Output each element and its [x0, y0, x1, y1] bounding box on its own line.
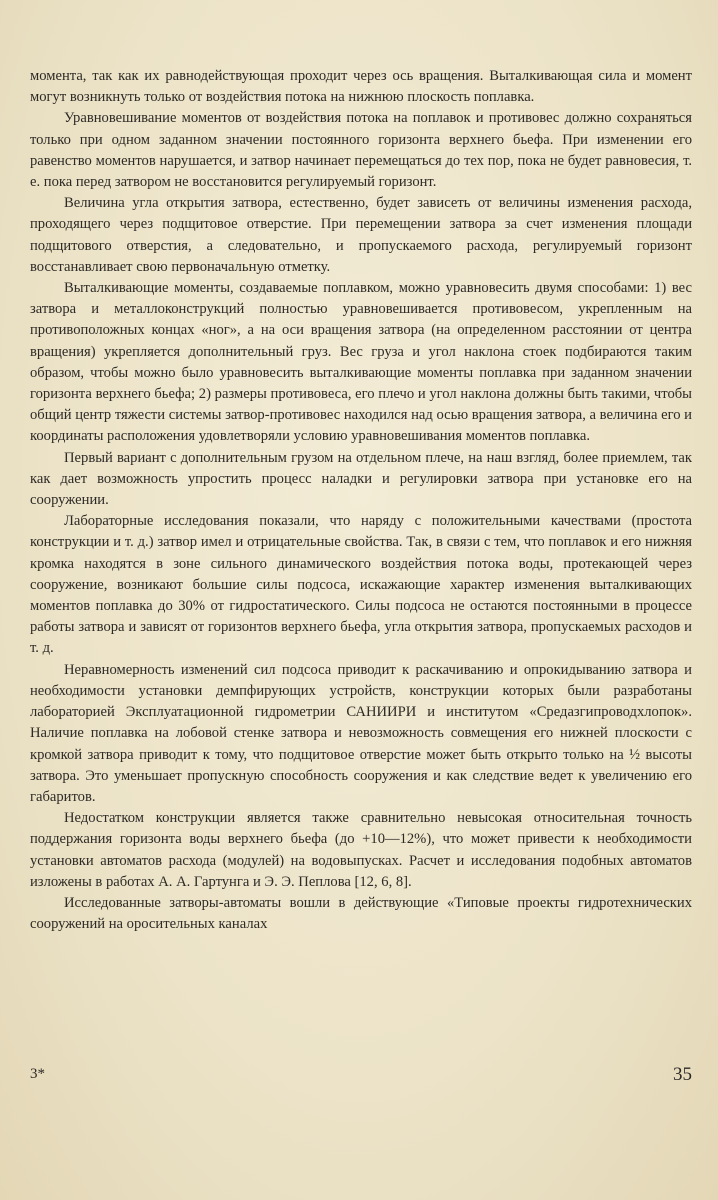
paragraph: Неравномерность изменений сил подсоса приводит к раскачиванию и опрокидыванию затвора и необходимости установки демпфирующих устройств, конструкции которых были разработаны лабораторией Эксплуатационной гидрометрии САНИИРИ и институтом «Средазгипроводхлопок». Наличие поплавка на лобовой стенке затвора и невозможность совмещения его нижней плоскости с кромкой затвора приводит к тому, что подщитовое отверстие может быть открыто только на ½ высоты затвора. Это уменьшает пропускную способность сооружения и как следствие ведет к увеличению его габаритов. — [30, 661, 692, 805]
page-number: 35 — [673, 1064, 692, 1085]
paragraph: Уравновешивание моментов от воздействия потока на поплавок и противовес должно сохраняться только при одном заданном значении постоянного горизонта верхнего бьефа. При изменении его равенство моментов нарушается, и затвор начинает перемещаться до тех пор, пока не будет равновесия, т. е. пока перед затвором не восстановится регулируемый горизонт. — [30, 110, 692, 191]
paragraph: Недостатком конструкции является также сравнительно невысокая относительная точность поддержания горизонта воды верхнего бьефа (до +10—12%), что может привести к необходимости установки автоматов расхода (модулей) на водовыпусках. Расчет и исследования подобных автоматов изложены в работах А. А. Гартунга и Э. Э. Пеплова [12, 6, 8]. — [30, 810, 692, 890]
paragraph: Выталкивающие моменты, создаваемые поплавком, можно уравновесить двумя способами: 1) вес затвора и металлоконструкций полностью уравновешивается противовесом, укрепленным на противоположных концах «ног», а на оси вращения затвора (на определенном расстоянии от центра вращения) укрепляется дополнительный груз. Вес груза и угол наклона стоек подбираются таким образом, чтобы можно было уравновесить выталкивающие моменты поплавка при заданном значении горизонта верхнего бьефа; 2) размеры противовеса, его плечо и угол наклона должны быть такими, чтобы общий центр тяжести системы затвор-противовес находился над осью вращения затвора, а величина его и координаты расположения удовлетворяли условию уравновешивания моментов поплавка. — [30, 280, 692, 445]
page-footer — [30, 1066, 692, 1090]
body-text — [30, 66, 692, 935]
paragraph: Лабораторные исследования показали, что наряду с положительными качествами (простота конструкции и т. д.) затвор имел и отрицательные свойства. Так, в связи с тем, что поплавок и его нижняя кромка находятся в зоне сильного динамического воздействия потока воды, протекающей через сооружение, возникают большие силы подсоса, искажающие характер изменения выталкивающих моментов поплавка до 30% от гидростатического. Силы подсоса не остаются постоянными в процессе работы затвора и зависят от горизонтов верхнего бьефа, угла открытия затвора, пропускаемых расходов и т. д. — [30, 513, 692, 657]
paragraph: Исследованные затворы-автоматы вошли в действующие «Типовые проекты гидротехнических сооружений на оросительных каналах — [30, 894, 692, 933]
paragraph: Величина угла открытия затвора, естественно, будет зависеть от величины изменения расхода, проходящего через подщитовое отверстие. При перемещении затвора за счет изменения площади подщитового отверстия, а следовательно, и пропускаемого расхода, регулируемый горизонт восстанавливает свою первоначальную отметку. — [30, 195, 692, 275]
signature-mark: 3* — [30, 1066, 45, 1082]
paragraph-continuation: момента, так как их равнодействующая проходит через ось вращения. Выталкивающая сила и момент могут возникнуть только от воздействия потока на нижнюю плоскость поплавка. — [30, 68, 692, 106]
paragraph: Первый вариант с дополнительным грузом на отдельном плече, на наш взгляд, более приемлем, так как дает возможность упростить процесс наладки и регулировки затвора при установке его на сооружении. — [30, 449, 692, 509]
